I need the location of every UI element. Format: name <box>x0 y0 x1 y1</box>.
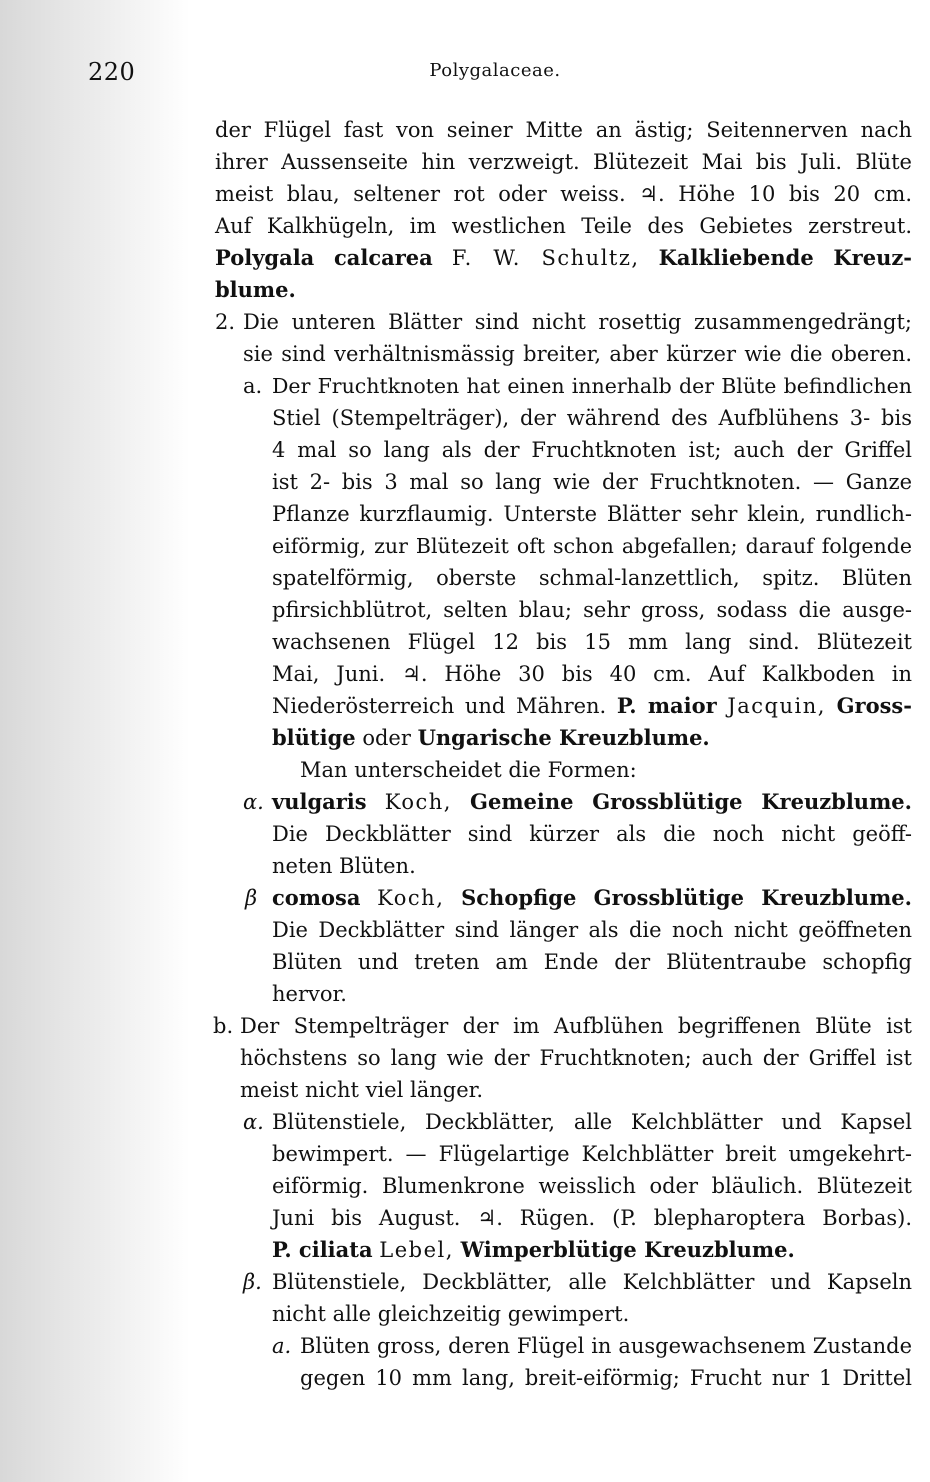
text-line: Pflanze kurzflaumig. Unterste Blätter sehr klein, rundlich- <box>272 502 912 526</box>
text-line: nicht alle gleichzeitig gewimpert. <box>272 1302 630 1326</box>
text-span: Niederösterreich und Mähren. <box>272 694 607 718</box>
text-line: höchstens so lang wie der Fruchtknoten; auch der Griffel ist <box>240 1046 912 1070</box>
variety-name: comosa <box>272 885 361 910</box>
author-name: Lebel, <box>379 1238 454 1262</box>
common-name: Gemeine Grossblütige Kreuzblume. <box>470 789 912 814</box>
section-letter: a. <box>243 374 263 398</box>
common-name: Wimperblütige Kreuzblume. <box>460 1237 795 1262</box>
text-line: 4 mal so lang als der Fruchtknoten ist; auch der Griffel <box>272 438 912 462</box>
species-line <box>272 786 912 818</box>
greek-marker: β <box>245 886 258 910</box>
text-span: oder <box>362 726 411 750</box>
text-line: Man unterscheidet die Formen: <box>300 758 637 782</box>
text-line: Mai, Juni. ♃. Höhe 30 bis 40 cm. Auf Kalkboden in <box>272 662 912 686</box>
text-line: Blütenstiele, Deckblätter, alle Kelchblätter und Kapseln <box>272 1270 912 1294</box>
greek-marker: β. <box>243 1270 262 1294</box>
section-number: 2. <box>215 310 236 334</box>
text-line: eiförmig. Blumenkrone weisslich oder bläulich. Blütezeit <box>272 1174 912 1198</box>
common-name: Ungarische Kreuzblume. <box>417 725 710 750</box>
text-line: Die Deckblätter sind länger als die noch nicht geöffneten <box>272 918 912 942</box>
text-line: Blüten und treten am Ende der Blütentraube schopfig <box>272 950 912 974</box>
text-line: Die unteren Blätter sind nicht rosettig zusammengedrängt; <box>243 310 912 334</box>
author-name: F. W. Schultz, <box>451 246 640 270</box>
text-line: spatelförmig, oberste schmal-lanzettlich, spitz. Blüten <box>272 566 912 590</box>
text-line: gegen 10 mm lang, breit-eiförmig; Frucht nur 1 Drittel <box>300 1366 912 1390</box>
common-name: Schopfige Grossblütige Kreuzblume. <box>461 885 912 910</box>
section-letter: a. <box>272 1334 292 1358</box>
common-name: blütige <box>272 725 356 750</box>
common-name: blume. <box>215 277 296 302</box>
text-line: bewimpert. — Flügelartige Kelchblätter breit umgekehrt- <box>272 1142 912 1166</box>
text-line: hervor. <box>272 982 347 1006</box>
text-line: Der Stempelträger der im Aufblühen begriffenen Blüte ist <box>240 1014 912 1038</box>
text-line: Der Fruchtknoten hat einen innerhalb der Blüte befindlichen <box>272 374 912 398</box>
text-line: wachsenen Flügel 12 bis 15 mm lang sind. Blütezeit <box>272 630 912 654</box>
species-name: Polygala calcarea <box>215 245 433 270</box>
text-line: neten Blüten. <box>272 854 416 878</box>
common-name: Kalkliebende Kreuz- <box>658 245 913 270</box>
running-title: Polygalaceae. <box>429 60 561 81</box>
greek-marker: α. <box>243 1110 264 1134</box>
text-line: Die Deckblätter sind kürzer als die noch nicht geöff- <box>272 822 912 846</box>
text-line: meist blau, seltener rot oder weiss. ♃. Höhe 10 bis 20 cm. <box>215 182 912 206</box>
text-line: Blütenstiele, Deckblätter, alle Kelchblätter und Kapsel <box>272 1110 912 1134</box>
section-letter: b. <box>213 1014 234 1038</box>
species-name: P. maior <box>616 693 717 718</box>
text-line: Stiel (Stempelträger), der während des Aufblühens 3- bis <box>272 406 912 430</box>
author-name: Koch, <box>377 886 445 910</box>
variety-name: vulgaris <box>272 789 367 814</box>
species-line <box>272 1234 795 1266</box>
text-line: Juni bis August. ♃. Rügen. (P. blepharoptera Borbas). <box>272 1206 912 1230</box>
text-line: pfirsichblütrot, selten blau; sehr gross, sodass die ausge- <box>272 598 912 622</box>
text-line: ist 2- bis 3 mal so lang wie der Fruchtknoten. — Ganze <box>272 470 912 494</box>
author-name: Jacquin, <box>727 694 826 718</box>
page-number: 220 <box>88 58 136 86</box>
text-line: sie sind verhältnismässig breiter, aber kürzer wie die oberen. <box>243 342 912 366</box>
text-line: ihrer Aussenseite hin verzweigt. Blütezeit Mai bis Juli. Blüte <box>215 150 912 174</box>
text-line: Auf Kalkhügeln, im westlichen Teile des Gebietes zerstreut. <box>215 214 912 238</box>
text-line: der Flügel fast von seiner Mitte an ästig; Seitennerven nach <box>215 118 912 142</box>
species-line <box>272 690 912 722</box>
author-name: Koch, <box>384 790 452 814</box>
species-line <box>272 882 912 914</box>
common-name: Gross- <box>836 693 912 718</box>
species-name: P. ciliata <box>272 1237 373 1262</box>
greek-marker: α. <box>243 790 264 814</box>
text-line: eiförmig, zur Blütezeit oft schon abgefallen; darauf folgende <box>272 534 912 558</box>
species-line <box>272 722 710 754</box>
text-line: Blüten gross, deren Flügel in ausgewachsenem Zustande <box>300 1334 912 1358</box>
text-line: meist nicht viel länger. <box>240 1078 484 1102</box>
species-line <box>215 242 912 274</box>
